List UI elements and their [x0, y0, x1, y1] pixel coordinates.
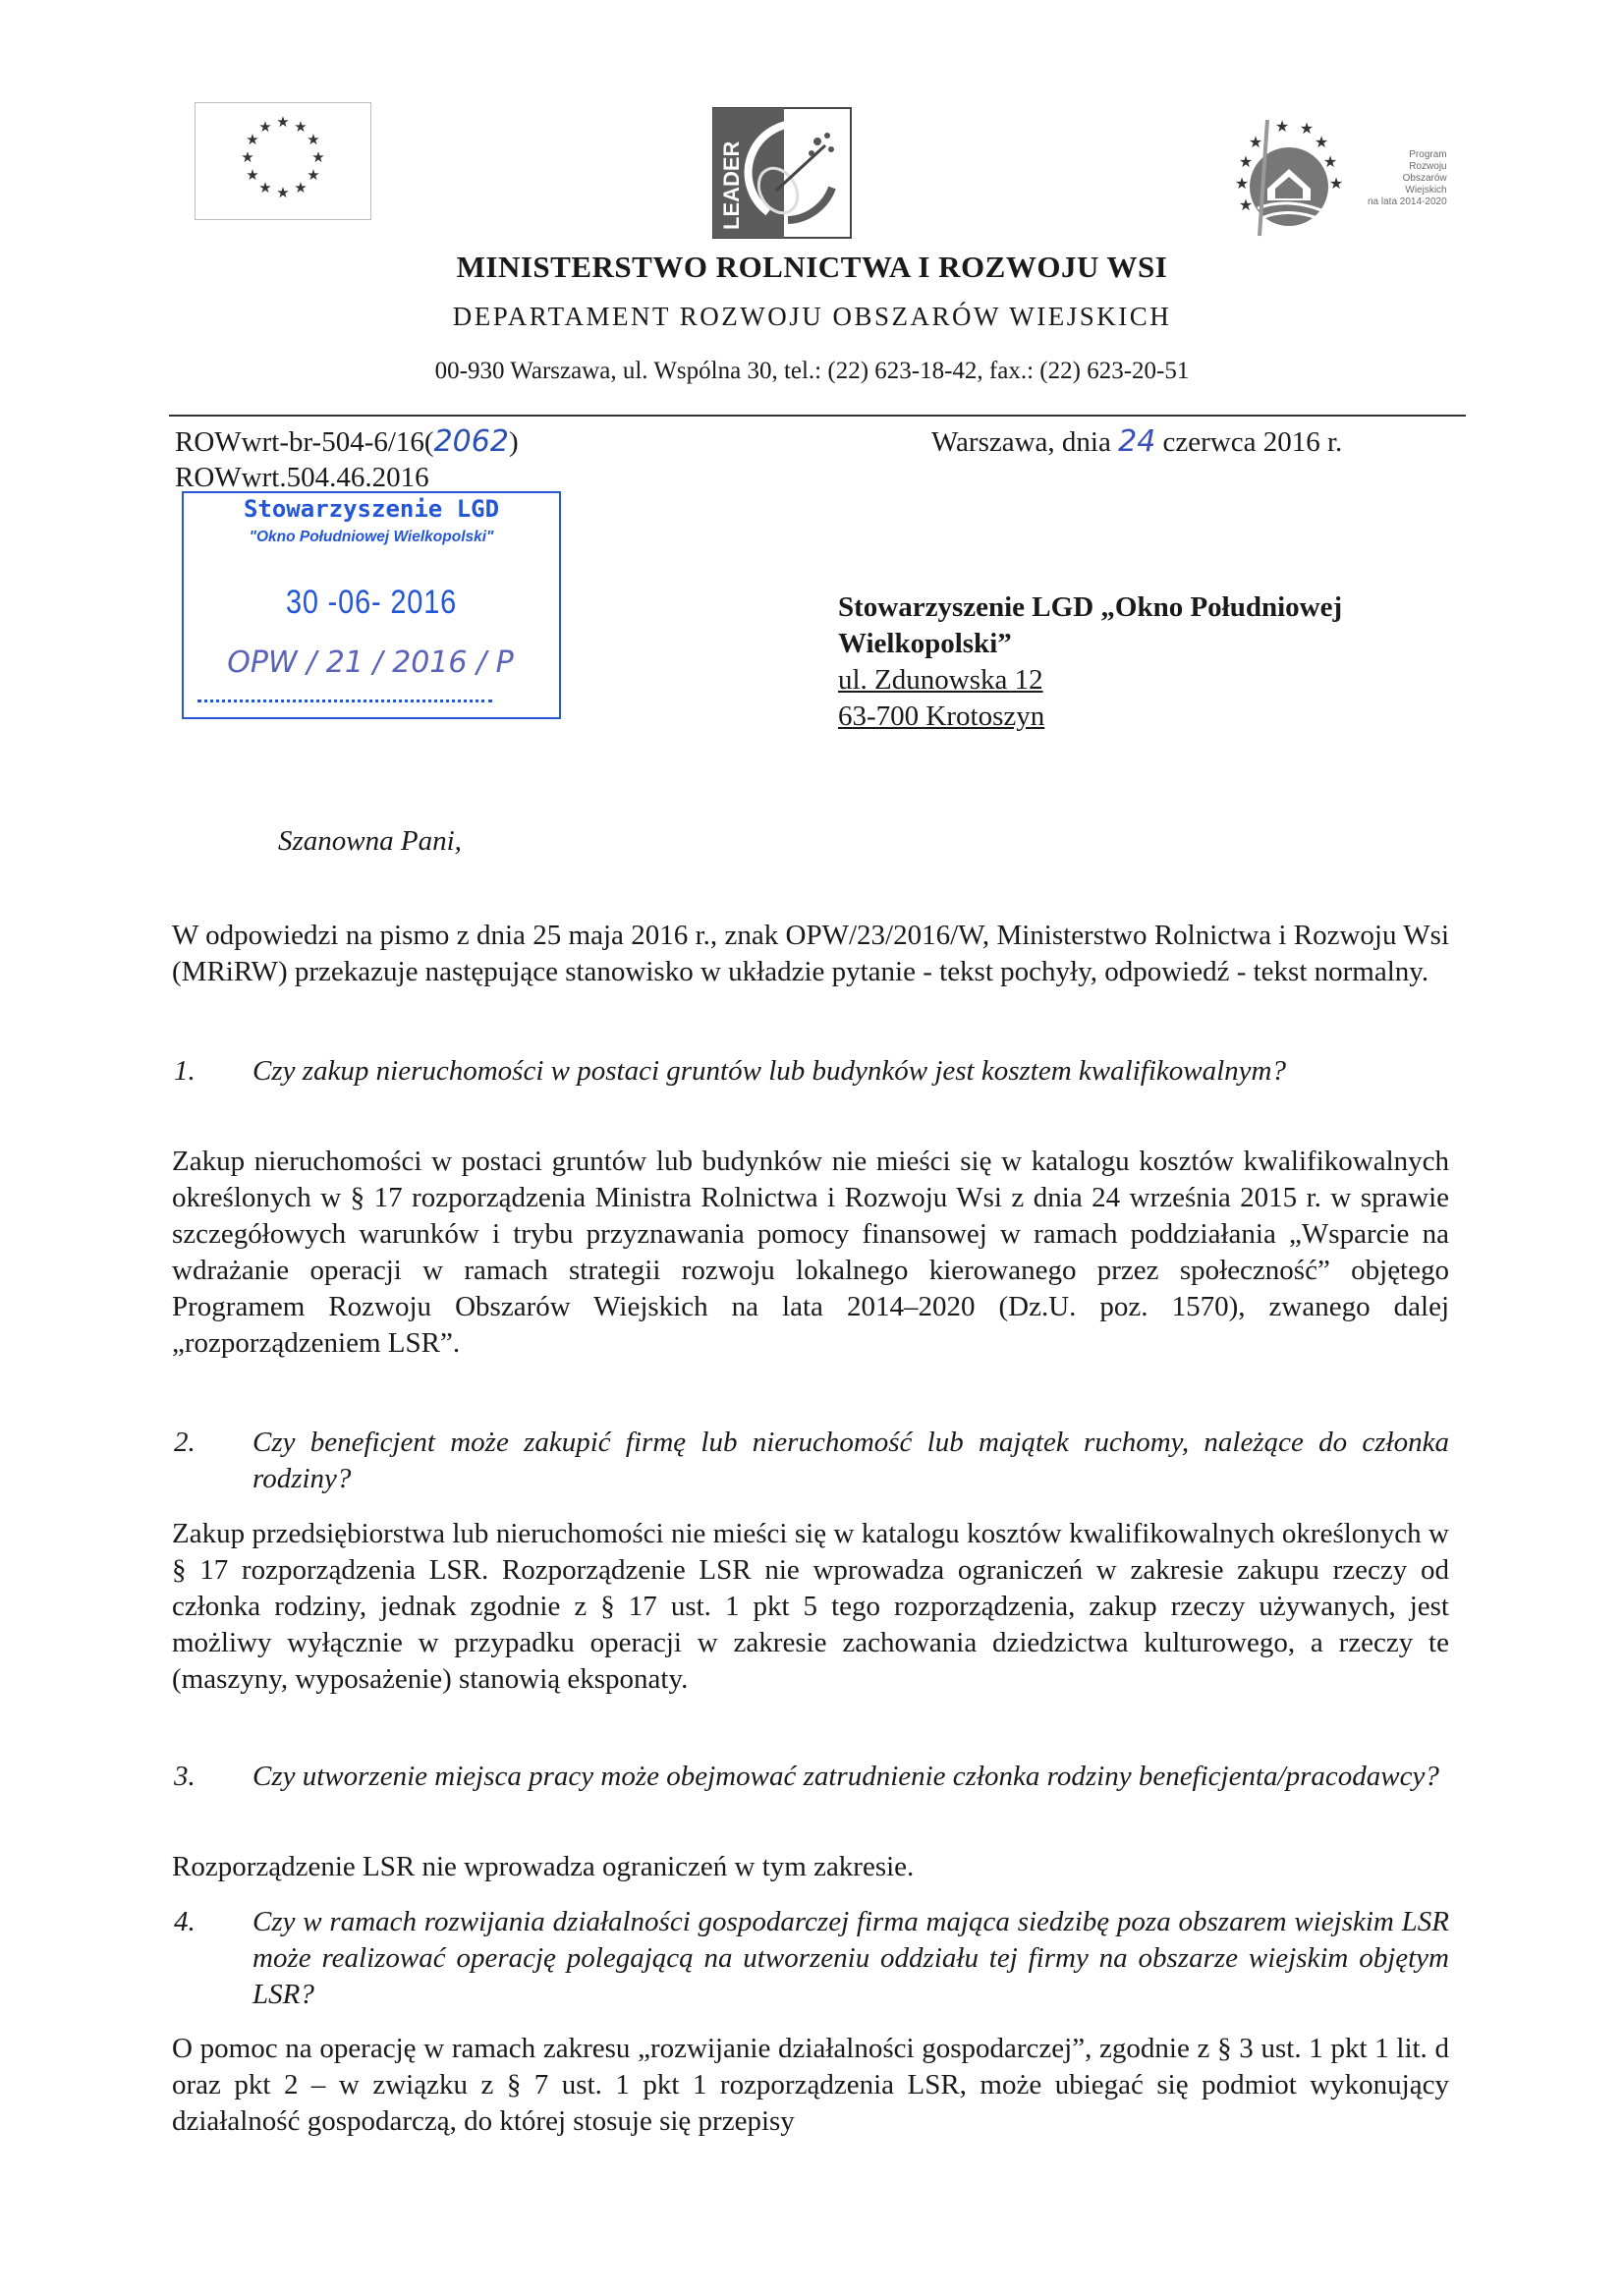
svg-text:★: ★ — [294, 181, 308, 196]
svg-text:★: ★ — [258, 181, 272, 196]
recipient-name-line1: Stowarzyszenie LGD „Okno Południowej — [838, 591, 1343, 623]
recipient-street: ul. Zdunowska 12 — [838, 664, 1043, 696]
recipient-address — [838, 589, 1447, 735]
question-number: 3. — [174, 1761, 196, 1792]
stamp-subtitle: "Okno Południowej Wielkopolski" — [249, 529, 494, 545]
prow-line: Wiejskich — [1405, 185, 1447, 196]
answer-4: O pomoc na operację w ramach zakresu „rozwijanie działalności gospodarczej”, zgodnie z § 3 ust. 1 pkt 1 lit. d oraz pkt 2 – w związku z § 7 ust. 1 pkt 1 rozporządzenia LSR, może ubiegać się podmiot wykonujący działalność gospodarczą, do której stosuje się przepisy — [172, 2033, 1449, 2137]
stamp-dotted-line — [197, 700, 492, 702]
svg-text:★: ★ — [307, 133, 320, 148]
question-1 — [172, 1053, 1449, 1090]
answer-3: Rozporządzenie LSR nie wprowadza ograniczeń w tym zakresie. — [172, 1851, 915, 1882]
question-text: Czy w ramach rozwijania działalności gospodarczej firma mająca siedzibę poza obszarem wiejskim LSR może realizować operację polegającą na utworzeniu oddziału tej firmy na obszarze wiejskim objętym LSR? — [252, 1906, 1449, 2010]
question-3 — [172, 1759, 1449, 1795]
salutation: Szanowna Pani, — [278, 825, 462, 857]
prow-logo — [1228, 110, 1449, 243]
stamp-title: Stowarzyszenie LGD — [243, 495, 500, 523]
question-number: 2. — [174, 1427, 196, 1458]
question-text: Czy utworzenie miejsca pracy może obejmować zatrudnienie członka rodziny beneficjenta/pracodawcy? — [252, 1761, 1439, 1792]
svg-text:★: ★ — [1238, 197, 1254, 214]
eu-flag-logo — [195, 102, 371, 220]
leader-logo — [709, 104, 857, 240]
prow-line: Program — [1409, 149, 1447, 160]
handwritten-day: 24 — [1118, 424, 1156, 459]
svg-text:★: ★ — [246, 133, 259, 148]
reference-number — [175, 424, 519, 459]
svg-text:★: ★ — [1238, 154, 1254, 171]
stamp-registry-number: OPW / 21 / 2016 / P — [227, 645, 514, 680]
reference-prefix: ROWwrt-br-504-6/16( — [175, 426, 434, 458]
svg-text:★: ★ — [1248, 135, 1263, 151]
svg-text:★: ★ — [1274, 119, 1290, 136]
svg-text:★: ★ — [276, 186, 290, 201]
leader-logo-icon — [709, 104, 857, 240]
question-number: 4. — [174, 1906, 196, 1937]
answer-1: Zakup nieruchomości w postaci gruntów lub budynków nie mieści się w katalogu kosztów kwalifikowalnych określonych w § 17 rozporządzenia Ministra Rolnictwa i Rozwoju Wsi z dnia 24 września 2015 r. w sprawie szczegółowych warunków i trybu przyznawania pomocy finansowej w ramach poddziałania „Wsparcie na wdrażanie operacji w ramach strategii rozwoju lokalnego kierowanego przez społeczność” objętego Programem Rozwoju Obszarów Wiejskich na lata 2014–2020 (Dz.U. poz. 1570), zwanego dalej „rozporządzeniem LSR”. — [172, 1146, 1449, 1359]
svg-text:★: ★ — [246, 168, 259, 184]
date-prefix: Warszawa, dnia — [931, 426, 1111, 458]
answer-2: Zakup przedsiębiorstwa lub nieruchomości nie mieści się w katalogu kosztów kwalifikowalnych określonych w § 17 rozporządzenia LSR. Rozporządzenie LSR nie wprowadza ograniczeń w zakresie zakupu rzeczy od członka rodziny, jednak zgodnie z § 17 ust. 1 pkt 5 tego rozporządzenia, zakup rzeczy używanych, jest możliwy wyłącznie w przypadku operacji w zakresie zachowania dziedzictwa kulturowego, a rzeczy te (maszyny, wyposażenie) stanowią eksponaty. — [172, 1518, 1449, 1695]
question-text: Czy zakup nieruchomości w postaci gruntów lub budynków jest kosztem kwalifikowalnym? — [252, 1055, 1286, 1087]
prow-logo-icon — [1228, 110, 1366, 243]
case-number: ROWwrt.504.46.2016 — [175, 462, 429, 493]
recipient-city: 63-700 Krotoszyn — [838, 700, 1045, 732]
svg-text:★: ★ — [311, 150, 325, 166]
prow-line: na lata 2014-2020 — [1368, 196, 1447, 207]
question-2 — [172, 1425, 1449, 1497]
handwritten-reference: 2062 — [433, 424, 509, 459]
stamp-date: 30 -06- 2016 — [285, 584, 458, 621]
svg-text:★: ★ — [1234, 176, 1250, 193]
question-4 — [172, 1904, 1449, 2013]
svg-text:★: ★ — [294, 120, 308, 136]
eu-flag-stars-icon — [196, 103, 370, 219]
recipient-name-line2: Wielkopolski” — [838, 628, 1012, 659]
svg-text:★: ★ — [1328, 176, 1344, 193]
svg-text:★: ★ — [307, 168, 320, 184]
prow-logo-text — [1368, 149, 1447, 208]
svg-text:★: ★ — [1299, 121, 1315, 138]
svg-text:★: ★ — [1314, 135, 1329, 151]
svg-text:★: ★ — [1322, 154, 1338, 171]
question-number: 1. — [174, 1055, 196, 1087]
header-divider — [169, 415, 1466, 417]
question-text: Czy beneficjent może zakupić firmę lub nieruchomość lub majątek ruchomy, należące do członka rodziny? — [252, 1427, 1449, 1494]
intro-paragraph: W odpowiedzi na pismo z dnia 25 maja 2016 r., znak OPW/23/2016/W, Ministerstwo Rolnictwa i Rozwoju Wsi (MRiRW) przekazuje następujące stanowisko w układzie pytanie - tekst pochyły, odpowiedź - tekst normalny. — [172, 920, 1449, 987]
date-suffix: czerwca 2016 r. — [1162, 426, 1343, 458]
prow-line: Obszarów — [1402, 173, 1447, 184]
letterhead-address: 00-930 Warszawa, ul. Wspólna 30, tel.: (22) 623-18-42, fax.: (22) 623-20-51 — [434, 358, 1190, 384]
department-name: DEPARTAMENT ROZWOJU OBSZARÓW WIEJSKICH — [452, 302, 1172, 331]
svg-text:★: ★ — [276, 115, 290, 131]
received-stamp — [182, 491, 561, 719]
reference-suffix: ) — [508, 426, 519, 458]
svg-text:★: ★ — [258, 120, 272, 136]
ministry-name: MINISTERSTWO ROLNICTWA I ROZWOJU WSI — [456, 250, 1168, 284]
svg-text:LEADER: LEADER — [719, 140, 744, 230]
svg-text:★: ★ — [241, 150, 254, 166]
prow-line: Rozwoju — [1409, 161, 1447, 172]
letter-date — [931, 424, 1342, 459]
